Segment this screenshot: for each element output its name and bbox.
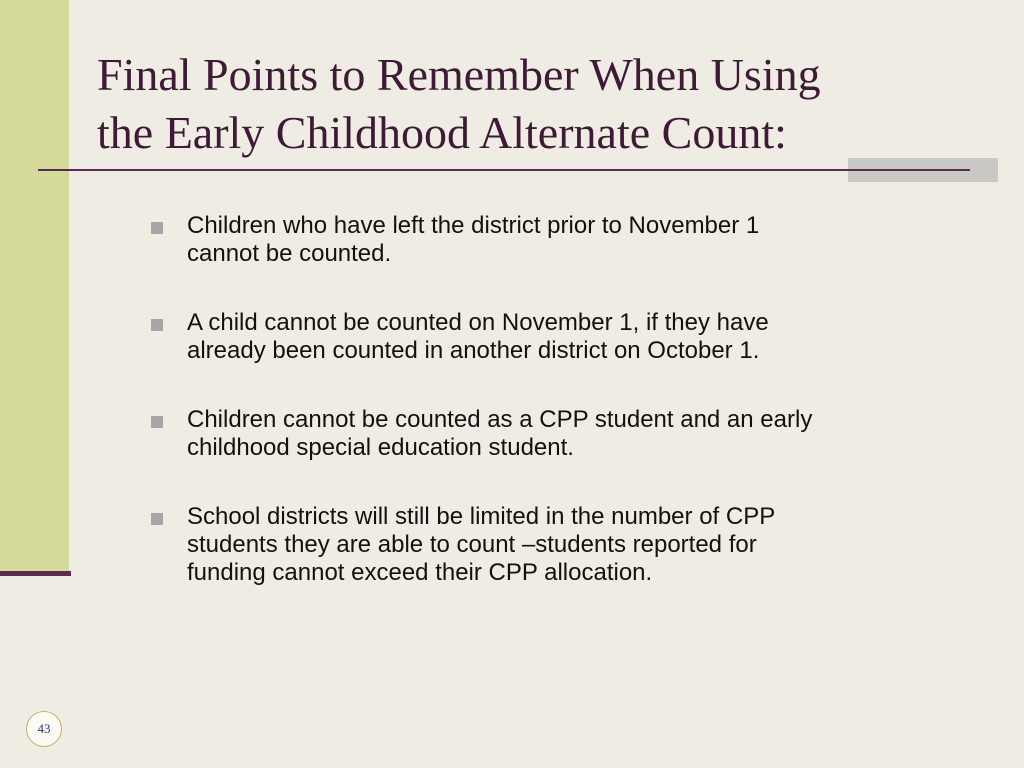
page-number-badge: [26, 711, 62, 747]
slide-title-line-2: the Early Childhood Alternate Count:: [97, 107, 787, 158]
bullet-text-line: Children who have left the district prior to November 1: [187, 212, 760, 239]
square-bullet-icon: [151, 416, 163, 428]
bullet-text-line: already been counted in another district on October 1.: [187, 337, 760, 364]
bullet-item-4: [150, 503, 950, 587]
page-number: 43: [37, 721, 51, 736]
bullet-text-line: funding cannot exceed their CPP allocation.: [187, 559, 653, 586]
square-bullet-icon: [151, 513, 163, 525]
bullet-item-2: [150, 309, 950, 365]
bullet-text-line: School districts will still be limited in the number of CPP: [187, 503, 776, 530]
bullet-text-line: cannot be counted.: [187, 240, 392, 267]
slide-title: [97, 46, 977, 162]
slide-title-line-1: Final Points to Remember When Using: [97, 49, 821, 100]
bullet-text-line: childhood special education student.: [187, 434, 574, 461]
bullet-list: [150, 212, 950, 628]
bullet-text-line: A child cannot be counted on November 1, if they have: [187, 309, 769, 336]
side-decor-band: [0, 0, 69, 573]
square-bullet-icon: [151, 319, 163, 331]
bullet-text-line: students they are able to count –students reported for: [187, 531, 757, 558]
bullet-item-1: [150, 212, 950, 268]
bullet-item-3: [150, 406, 950, 462]
side-decor-band-base: [0, 571, 71, 576]
title-rule: [38, 169, 970, 171]
square-bullet-icon: [151, 222, 163, 234]
bullet-text-line: Children cannot be counted as a CPP student and an early: [187, 406, 813, 433]
